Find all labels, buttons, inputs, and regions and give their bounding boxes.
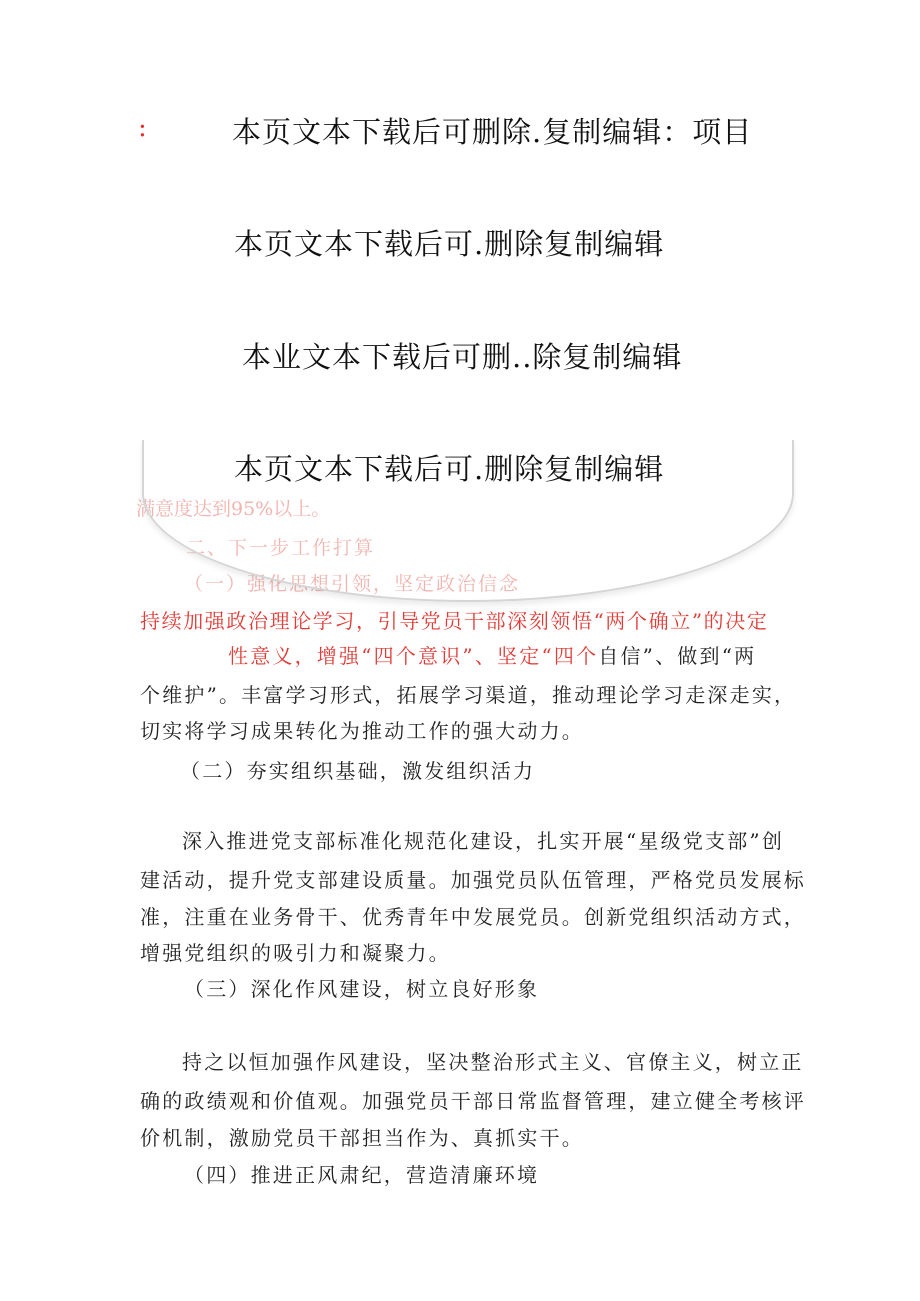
faded-subheading-1: （一）强化思想引领，坚定政治信念 xyxy=(184,573,521,595)
para3-line2: 确的政绩观和价值观。加强党员干部日常监督管理，建立健全考核评 xyxy=(140,1089,806,1113)
para3-line1: 持之以恒加强作风建设，坚决整治形式主义、官僚主义，树立正 xyxy=(182,1050,804,1074)
faded-line-satisfaction: 满意度达到95%以上。 xyxy=(136,498,331,520)
para1-line1: 持续加强政治理论学习，引导党员干部深刻领悟“两个确立”的决定 xyxy=(140,609,769,633)
para2-line2: 建活动，提升党支部建设质量。加强党员队伍管理，严格党员发展标 xyxy=(140,868,806,892)
para1-line4: 切实将学习成果转化为推动工作的强大动力。 xyxy=(140,719,584,743)
para2-line4: 增强党组织的吸引力和凝聚力。 xyxy=(140,941,451,965)
faded-heading-next-plan: 二、下一步工作打算 xyxy=(186,537,376,559)
para2-line3: 准，注重在业务骨干、优秀青年中发展党员。创新党组织活动方式， xyxy=(140,905,806,929)
section-heading-3: （三）深化作风建设，树立良好形象 xyxy=(184,977,540,1001)
watermark-line-1: 本页文本下载后可删除.复制编辑：项目 xyxy=(232,115,753,149)
para2-line1: 深入推进党支部标准化规范化建设，扎实开展“星级党支部”创 xyxy=(182,829,785,853)
watermark-line-4: 本页文本下载后可.删除复制编辑 xyxy=(234,452,665,486)
section-heading-2: （二）夯实组织基础，激发组织活力 xyxy=(180,759,536,783)
para1-line3: 个维护”。丰富学习形式，拓展学习渠道，推动理论学习走深走实， xyxy=(140,683,797,707)
para1-line2-red: 性意义，增强“四个意识”、坚定“四个 xyxy=(228,644,599,668)
red-colon-mark: : xyxy=(138,113,147,143)
watermark-line-3: 本业文本下载后可删..除复制编辑 xyxy=(242,340,683,374)
watermark-line-2: 本页文本下载后可.删除复制编辑 xyxy=(234,227,665,261)
para1-line2-rest: 自信”、做到“两 xyxy=(598,644,757,668)
para1-line2 xyxy=(228,640,756,669)
para3-line3: 价机制，激励党员干部担当作为、真抓实干。 xyxy=(140,1126,584,1150)
section-heading-4: （四）推进正风肃纪，营造清廉环境 xyxy=(184,1163,540,1187)
